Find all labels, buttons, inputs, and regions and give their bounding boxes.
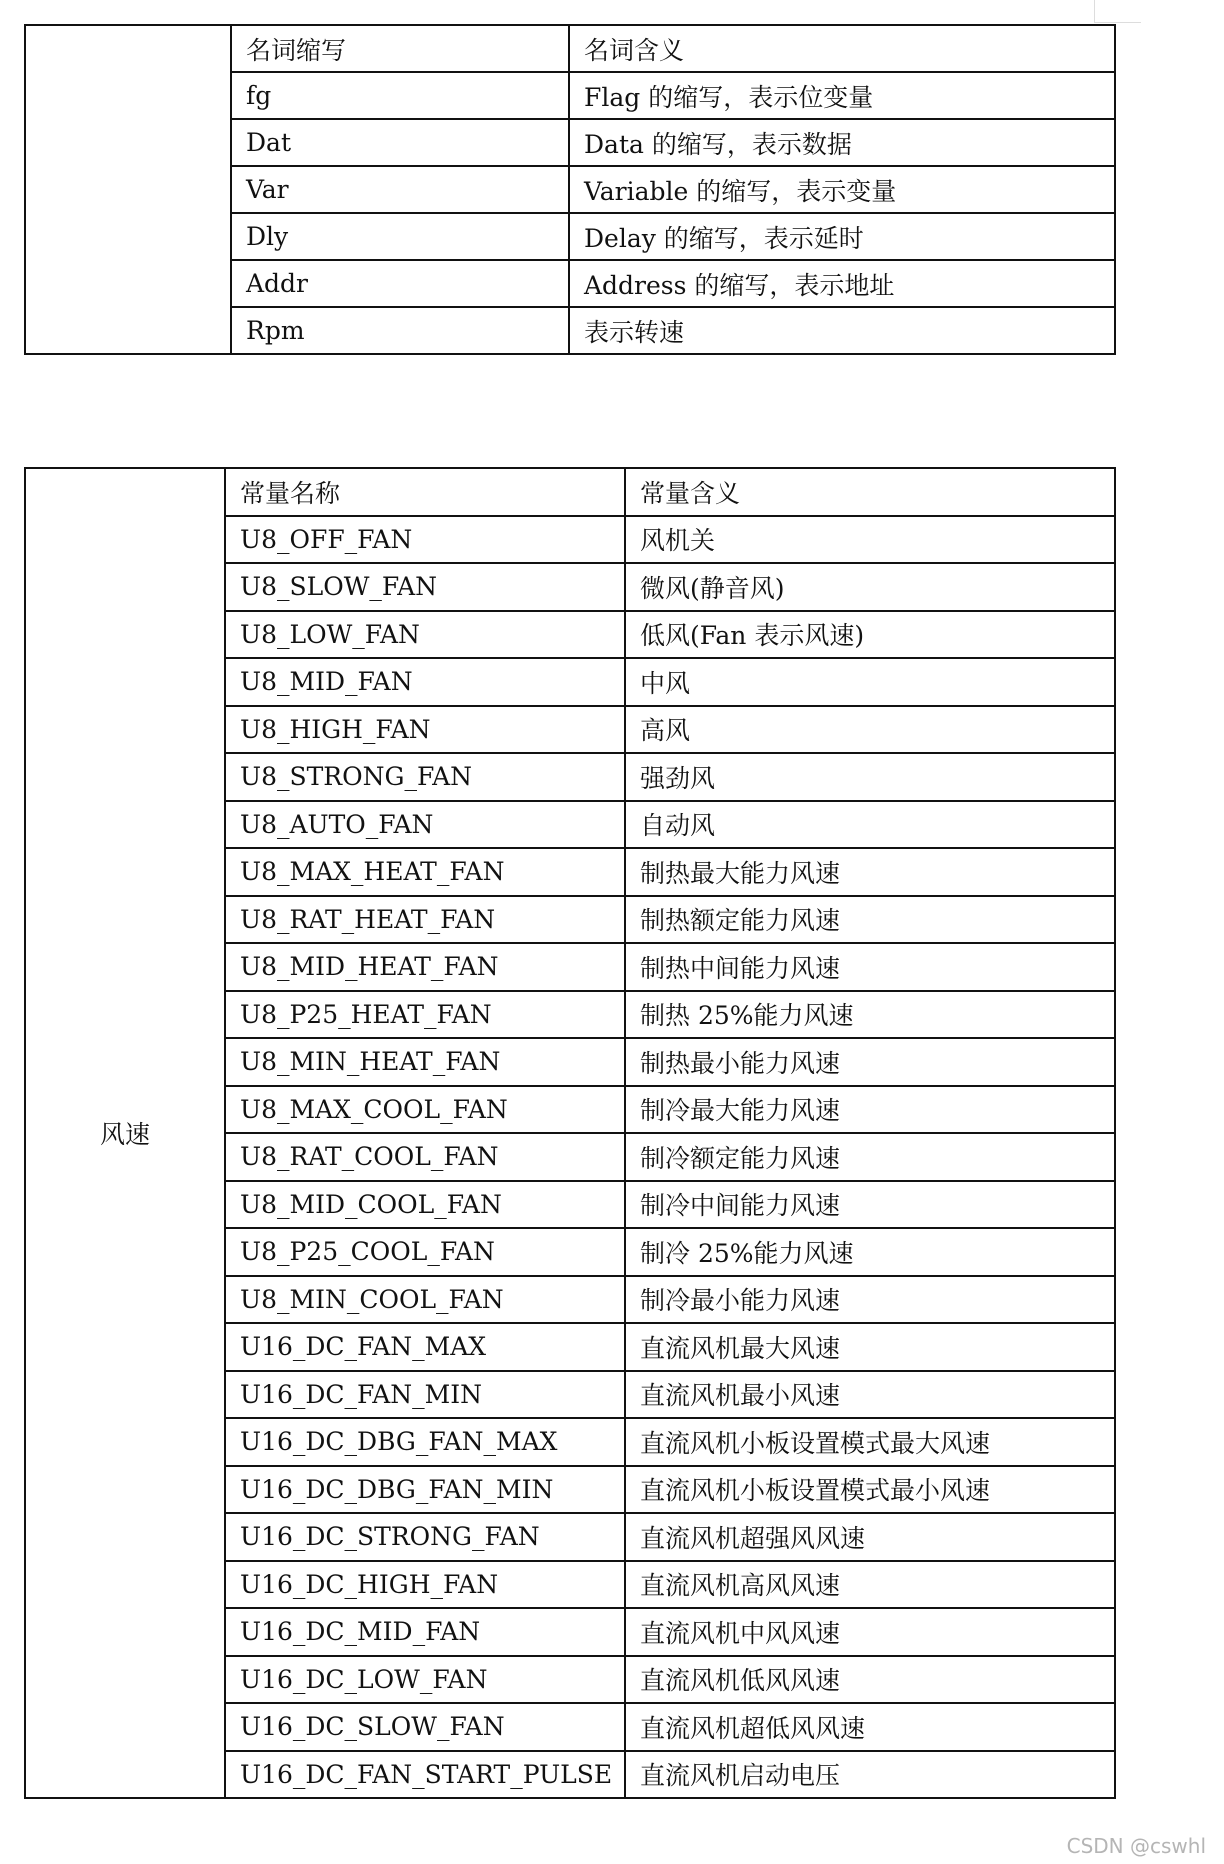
abbreviation-meaning-cell: 表示转速 — [569, 307, 1115, 354]
constant-meaning-cell: 微风(静音风) — [625, 563, 1115, 611]
constant-meaning-cell: 制冷中间能力风速 — [625, 1181, 1115, 1229]
page-corner-mark — [1094, 0, 1141, 23]
abbreviation-meaning-cell: Address 的缩写，表示地址 — [569, 260, 1115, 307]
constant-name-cell: U8_OFF_FAN — [225, 516, 625, 564]
constant-name-cell: U8_MIN_HEAT_FAN — [225, 1038, 625, 1086]
constant-meaning-cell: 直流风机超强风风速 — [625, 1513, 1115, 1561]
constant-meaning-cell: 直流风机最小风速 — [625, 1371, 1115, 1419]
constant-name-cell: U8_RAT_HEAT_FAN — [225, 896, 625, 944]
abbreviation-header-col1: 名词缩写 — [231, 25, 569, 72]
constant-name-cell: U8_RAT_COOL_FAN — [225, 1133, 625, 1181]
constant-name-cell: U8_MID_COOL_FAN — [225, 1181, 625, 1229]
constant-name-cell: U16_DC_FAN_MIN — [225, 1371, 625, 1419]
constant-meaning-cell: 制热 25%能力风速 — [625, 991, 1115, 1039]
constant-name-cell: U16_DC_MID_FAN — [225, 1608, 625, 1656]
constant-name-cell: U8_MAX_HEAT_FAN — [225, 848, 625, 896]
constant-name-cell: U8_MID_FAN — [225, 658, 625, 706]
constant-name-cell: U16_DC_HIGH_FAN — [225, 1561, 625, 1609]
constant-meaning-cell: 制热最大能力风速 — [625, 848, 1115, 896]
constant-meaning-cell: 自动风 — [625, 801, 1115, 849]
abbreviation-table — [24, 24, 1116, 355]
constant-header-col2: 常量含义 — [625, 468, 1115, 516]
constant-meaning-cell: 直流风机中风风速 — [625, 1608, 1115, 1656]
constant-meaning-cell: 制热中间能力风速 — [625, 943, 1115, 991]
constant-meaning-cell: 强劲风 — [625, 753, 1115, 801]
constant-name-cell: U8_P25_HEAT_FAN — [225, 991, 625, 1039]
constant-name-cell: U16_DC_DBG_FAN_MAX — [225, 1418, 625, 1466]
constant-meaning-cell: 低风(Fan 表示风速) — [625, 611, 1115, 659]
abbreviation-meaning-cell: Data 的缩写，表示数据 — [569, 119, 1115, 166]
constant-meaning-cell: 风机关 — [625, 516, 1115, 564]
abbreviation-meaning-cell: Variable 的缩写，表示变量 — [569, 166, 1115, 213]
abbreviation-cell: fg — [231, 72, 569, 119]
constant-name-cell: U16_DC_STRONG_FAN — [225, 1513, 625, 1561]
abbreviation-cell: Addr — [231, 260, 569, 307]
constant-meaning-cell: 直流风机小板设置模式最大风速 — [625, 1418, 1115, 1466]
constant-meaning-cell: 中风 — [625, 658, 1115, 706]
constant-meaning-cell: 直流风机最大风速 — [625, 1323, 1115, 1371]
constant-name-cell: U8_P25_COOL_FAN — [225, 1228, 625, 1276]
constant-meaning-cell: 制热最小能力风速 — [625, 1038, 1115, 1086]
constant-name-cell: U8_AUTO_FAN — [225, 801, 625, 849]
constant-meaning-cell: 制冷额定能力风速 — [625, 1133, 1115, 1181]
constant-name-cell: U8_SLOW_FAN — [225, 563, 625, 611]
constant-header-row — [25, 468, 1115, 516]
abbreviation-cell: Rpm — [231, 307, 569, 354]
constant-name-cell: U8_MIN_COOL_FAN — [225, 1276, 625, 1324]
constant-meaning-cell: 直流风机小板设置模式最小风速 — [625, 1466, 1115, 1514]
constant-name-cell: U8_STRONG_FAN — [225, 753, 625, 801]
constant-meaning-cell: 制热额定能力风速 — [625, 896, 1115, 944]
constant-meaning-cell: 制冷 25%能力风速 — [625, 1228, 1115, 1276]
constant-name-cell: U16_DC_FAN_START_PULSE — [225, 1751, 625, 1799]
abbreviation-cell: Dat — [231, 119, 569, 166]
constant-meaning-cell: 直流风机低风风速 — [625, 1656, 1115, 1704]
abbreviation-header-col2: 名词含义 — [569, 25, 1115, 72]
abbreviation-cell: Dly — [231, 213, 569, 260]
constant-name-cell: U16_DC_FAN_MAX — [225, 1323, 625, 1371]
constant-meaning-cell: 直流风机超低风风速 — [625, 1703, 1115, 1751]
constant-group-label: 风速 — [25, 468, 225, 1798]
constant-meaning-cell: 直流风机启动电压 — [625, 1751, 1115, 1799]
constant-name-cell: U16_DC_SLOW_FAN — [225, 1703, 625, 1751]
constant-name-cell: U16_DC_LOW_FAN — [225, 1656, 625, 1704]
constant-header-col1: 常量名称 — [225, 468, 625, 516]
abbreviation-table-body — [25, 25, 1115, 354]
constant-meaning-cell: 直流风机高风风速 — [625, 1561, 1115, 1609]
abbreviation-cell: Var — [231, 166, 569, 213]
constant-table-body — [25, 468, 1115, 1798]
constant-meaning-cell: 制冷最大能力风速 — [625, 1086, 1115, 1134]
watermark: CSDN @cswhl — [1066, 1834, 1206, 1858]
constant-table — [24, 467, 1116, 1799]
constant-meaning-cell: 制冷最小能力风速 — [625, 1276, 1115, 1324]
constant-meaning-cell: 高风 — [625, 706, 1115, 754]
constant-name-cell: U16_DC_DBG_FAN_MIN — [225, 1466, 625, 1514]
abbreviation-meaning-cell: Delay 的缩写，表示延时 — [569, 213, 1115, 260]
abbreviation-header-row — [25, 25, 1115, 72]
abbreviation-group-cell — [25, 25, 231, 354]
constant-name-cell: U8_HIGH_FAN — [225, 706, 625, 754]
abbreviation-meaning-cell: Flag 的缩写，表示位变量 — [569, 72, 1115, 119]
constant-name-cell: U8_MAX_COOL_FAN — [225, 1086, 625, 1134]
constant-name-cell: U8_MID_HEAT_FAN — [225, 943, 625, 991]
constant-name-cell: U8_LOW_FAN — [225, 611, 625, 659]
